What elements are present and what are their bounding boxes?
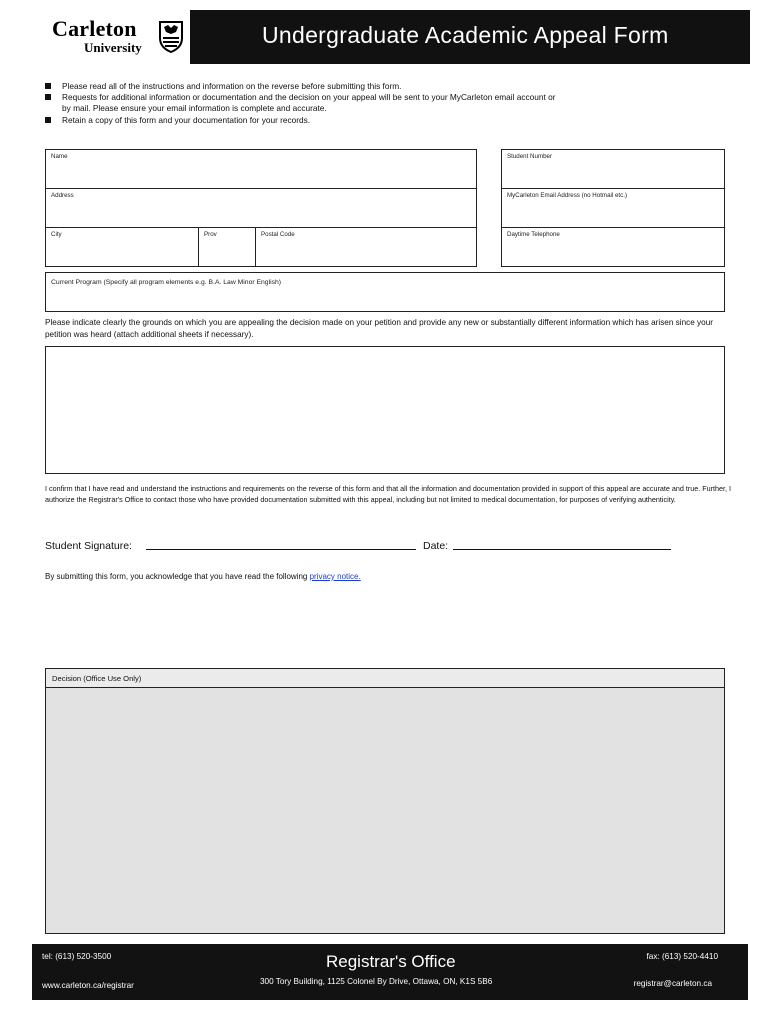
footer-bar [32,944,748,1000]
instructions-list [45,81,745,126]
footer-website: www.carleton.ca/registrar [42,981,134,990]
decision-area [45,688,725,934]
grounds-instructions: Please indicate clearly the grounds on which you are appealing the decision made on your petition and provide any new or substantially different information which has arisen since your petition was heard (attach additional sheets if necessary). [45,318,713,339]
footer-fax: fax: (613) 520-4410 [646,952,718,961]
current-program-label: Current Program (Specify all program elements e.g. B.A. Law Minor English) [51,279,282,286]
instruction-text: Requests for additional information or documentation and the decision on your appeal will be sent to your MyCarleton email account or [62,92,556,103]
postal-code-label: Postal Code [261,231,295,238]
personal-info-block [45,149,477,267]
shield-icon [158,20,184,54]
current-program-field[interactable] [45,272,725,312]
address-label: Address [51,192,74,199]
contact-info-block [501,149,725,267]
student-signature-line[interactable] [146,549,416,550]
logo-wordmark-university: University [84,40,142,55]
bullet-square-icon [45,94,51,100]
student-number-field[interactable] [502,150,724,188]
province-field[interactable] [199,228,255,266]
privacy-text: By submitting this form, you acknowledge that you have read the following [45,572,310,581]
instruction-text: Retain a copy of this form and your documentation for your records. [62,114,311,125]
telephone-field[interactable] [502,228,724,266]
decision-label: Decision (Office Use Only) [52,674,142,683]
form-title: Undergraduate Academic Appeal Form [262,22,669,48]
email-field[interactable] [502,189,724,227]
instruction-text: Please read all of the instructions and information on the reverse before submitting this form. [62,81,402,91]
name-field[interactable] [46,150,476,188]
city-label: City [51,231,62,238]
date-line[interactable] [453,549,671,550]
decision-header [45,668,725,688]
logo-wordmark-carleton: Carleton [52,16,137,41]
instruction-item [45,92,745,114]
telephone-label: Daytime Telephone [507,231,560,238]
privacy-statement [45,572,361,581]
privacy-notice-link[interactable]: privacy notice. [309,572,361,581]
address-field[interactable] [46,189,476,227]
title-banner [190,10,750,64]
instruction-item [45,81,745,92]
bullet-square-icon [45,83,51,89]
city-field[interactable] [46,228,198,266]
instruction-item [45,115,745,126]
footer-office-name: Registrar's Office [326,952,456,971]
prov-label: Prov [204,231,217,238]
footer-email: registrar@carleton.ca [633,979,712,988]
postal-code-field[interactable] [256,228,476,266]
footer-address: 300 Tory Building, 1125 Colonel By Drive, Ottawa, ON, K1S 5B6 [260,977,493,986]
date-label: Date: [423,540,449,552]
student-signature-label: Student Signature: [45,540,132,552]
confirmation-statement: I confirm that I have read and understand the instructions and requirements on the reverse of this form and that all the information and documentation provided in support of this appeal are accurate and true. Further, I authorize the Registrar's Office to contact those who have provided documentation submitted with this appeal, including but not limited to medical documentation, for purposes of verifying authenticity. [45,484,732,504]
bullet-square-icon [45,117,51,123]
carleton-logo [48,14,190,62]
footer-telephone: tel: (613) 520-3500 [42,952,112,961]
student-number-label: Student Number [507,153,553,160]
grounds-textarea[interactable] [45,346,725,474]
email-label: MyCarleton Email Address (no Hotmail etc.) [507,192,628,199]
name-label: Name [51,153,68,160]
instruction-text-continued: by mail. Please ensure your email information is complete and accurate. [62,103,327,114]
